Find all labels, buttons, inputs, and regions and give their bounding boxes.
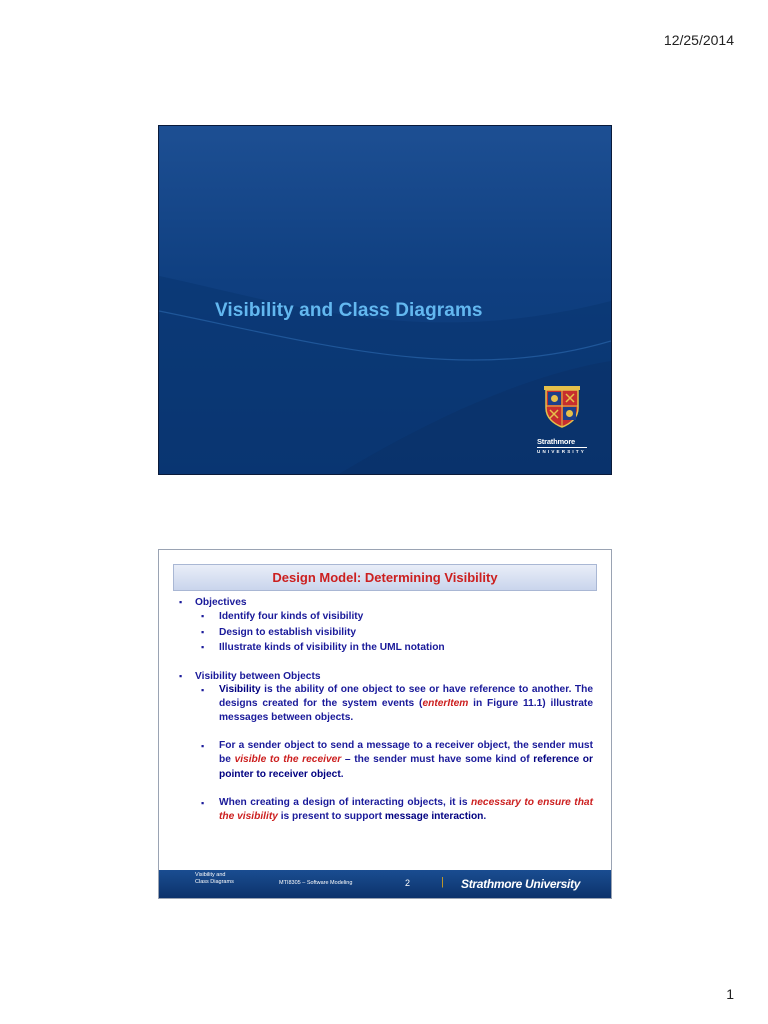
footer-university: Strathmore University xyxy=(461,877,581,891)
page-date: 12/25/2014 xyxy=(663,32,734,48)
visibility-heading: ▪ Visibility between Objects xyxy=(179,670,593,683)
objective-item: ▪ Illustrate kinds of visibility in the UML notation xyxy=(179,640,593,656)
strong-reference: reference or pointer to receiver object xyxy=(219,754,593,780)
footer-slide-number: 2 xyxy=(405,878,411,888)
visibility-paragraph-3: ▪ When creating a design of interacting objects, it is necessary to ensure that the visibility is present to support message interaction. xyxy=(179,796,593,824)
strong-message-interaction: message interaction xyxy=(384,810,484,822)
objective-item: ▪ Identify four kinds of visibility xyxy=(179,609,593,625)
slide-title: Design Model: Determining Visibility xyxy=(272,570,498,585)
slide-body xyxy=(179,596,593,824)
page-number: 1 xyxy=(726,986,734,1002)
university-logo xyxy=(537,384,587,458)
slide-title-bar xyxy=(173,564,597,591)
title-slide xyxy=(158,125,612,475)
footer-course: Visibility and Class Diagrams xyxy=(195,872,234,885)
visibility-paragraph-2: ▪ For a sender object to send a message to a receiver object, the sender must be visible to the receiver – the sender must have some kind of reference or pointer to receiver object. xyxy=(179,739,593,782)
content-slide xyxy=(158,549,612,899)
slide-title: Visibility and Class Diagrams xyxy=(215,300,483,321)
emphasis-necessary: necessary to ensure that the visibility xyxy=(219,796,593,822)
logo-name: Strathmore xyxy=(537,437,576,446)
emphasis-enteritem: enterItem xyxy=(422,697,469,709)
slide-footer xyxy=(159,870,611,898)
visibility-paragraph-1: ▪ Visibility is the ability of one object to see or have reference to another. The designs created for the system events (enterItem in Figure 11.1) illustrate messages between objects. xyxy=(179,683,593,726)
objective-item: ▪ Design to establish visibility xyxy=(179,625,593,641)
logo-subtitle: UNIVERSITY xyxy=(537,449,587,454)
footer-course-code: MTI8305 – Software Modeling xyxy=(279,880,353,886)
footer-separator: | xyxy=(441,876,444,888)
term-visibility: Visibility xyxy=(219,683,261,695)
objectives-heading: ▪ Objectives xyxy=(179,596,593,609)
emphasis-visible: visible to the receiver xyxy=(234,754,342,766)
university-crest-icon xyxy=(540,384,584,428)
